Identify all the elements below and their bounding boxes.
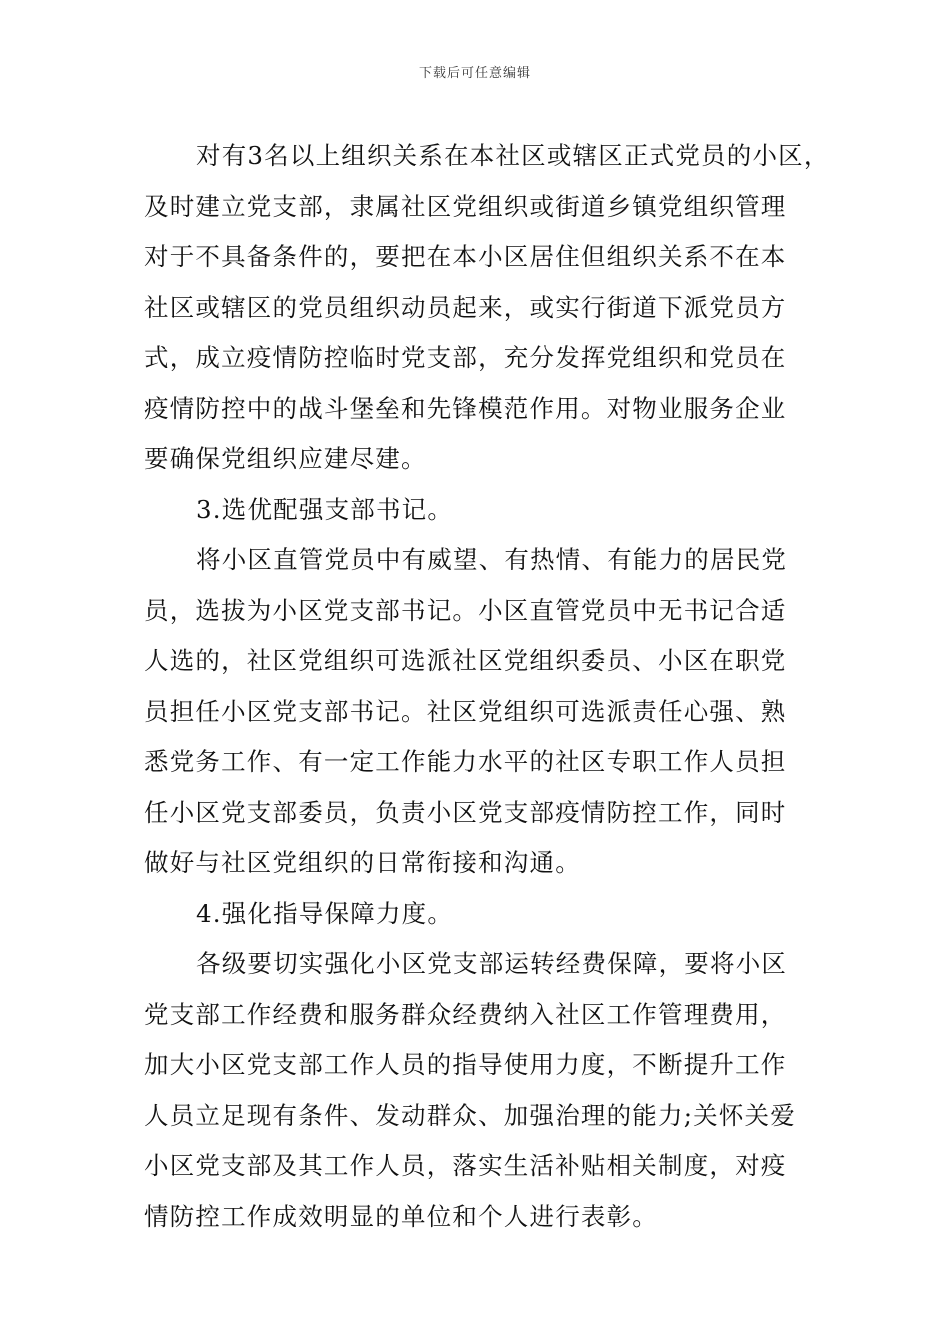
paragraph-line: 任小区党支部委员，负责小区党支部疫情防控工作，同时 <box>144 797 787 827</box>
paragraph-line: 对有3名以上组织关系在本社区或辖区正式党员的小区， <box>196 141 830 170</box>
paragraph-line: 员，选拔为小区党支部书记。小区直管党员中无书记合适 <box>144 595 787 625</box>
paragraph-line: 小区党支部及其工作人员，落实生活补贴相关制度，对疫 <box>144 1151 787 1180</box>
section-heading: 4.强化指导保障力度。 <box>196 898 454 928</box>
section-heading: 3.选优配强支部书记。 <box>196 494 454 524</box>
paragraph-line: 党支部工作经费和服务群众经费纳入社区工作管理费用， <box>144 999 787 1029</box>
paragraph-line: 要确保党组织应建尽建。 <box>144 444 427 473</box>
paragraph-line: 各级要切实强化小区党支部运转经费保障，要将小区 <box>196 949 788 978</box>
document-body <box>144 131 830 1242</box>
paragraph-line: 疫情防控中的战斗堡垒和先锋模范作用。对物业服务企业 <box>144 393 787 423</box>
paragraph-line: 人选的，社区党组织可选派社区党组织委员、小区在职党 <box>144 646 787 675</box>
paragraph-line: 员担任小区党支部书记。社区党组织可选派责任心强、熟 <box>144 696 787 726</box>
paragraph-line: 情防控工作成效明显的单位和个人进行表彰。 <box>144 1201 658 1231</box>
paragraph-line: 式，成立疫情防控临时党支部，充分发挥党组织和党员在 <box>144 343 787 372</box>
paragraph-line: 及时建立党支部，隶属社区党组织或街道乡镇党组织管理 <box>144 191 787 221</box>
paragraph-line: 加大小区党支部工作人员的指导使用力度，不断提升工作 <box>144 1050 787 1079</box>
paragraph-line: 社区或辖区的党员组织动员起来，或实行街道下派党员方 <box>144 292 787 322</box>
paragraph-line: 将小区直管党员中有威望、有热情、有能力的居民党 <box>196 545 788 574</box>
paragraph-line: 对于不具备条件的，要把在本小区居住但组织关系不在本 <box>144 242 787 271</box>
paragraph-line: 悉党务工作、有一定工作能力水平的社区专职工作人员担 <box>144 747 787 776</box>
paragraph-line: 人员立足现有条件、发动群众、加强治理的能力;关怀关爱 <box>144 1100 796 1130</box>
page-header: 下载后可任意编辑 <box>418 66 531 81</box>
paragraph-line: 做好与社区党组织的日常衔接和沟通。 <box>144 848 581 877</box>
